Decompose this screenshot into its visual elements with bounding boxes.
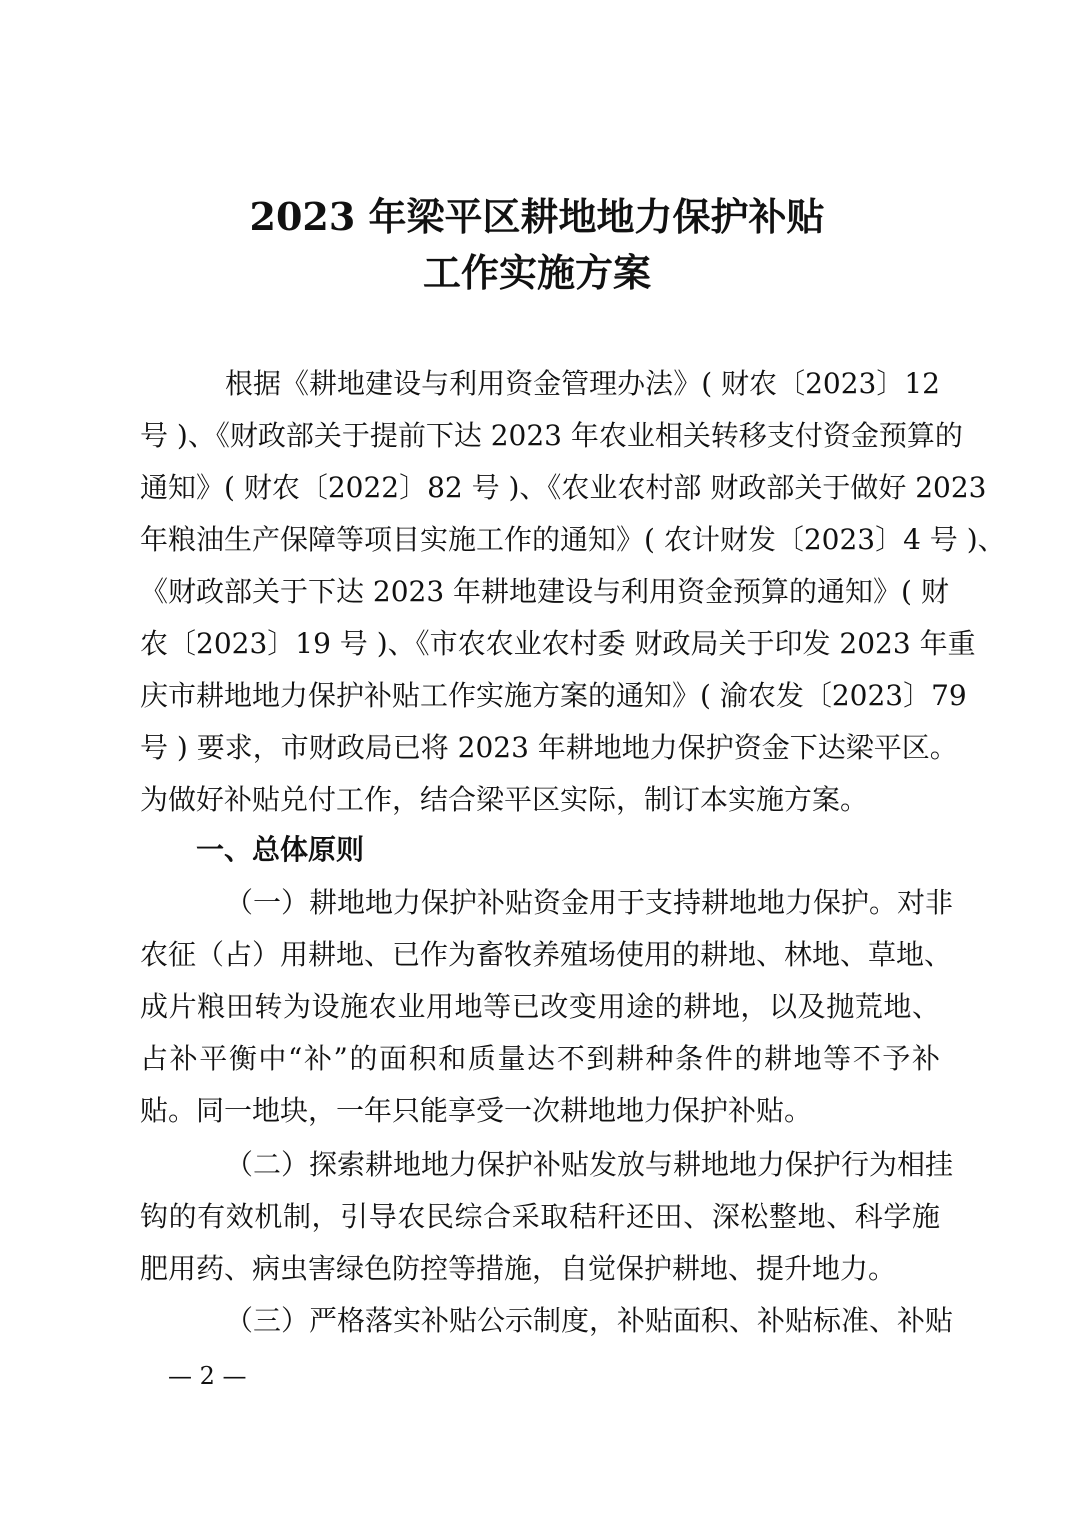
paragraph-2-line-2: 农征（占）用耕地、已作为畜牧养殖场使用的耕地、林地、草地、 (140, 938, 953, 971)
page-number: — 2 — (168, 1362, 247, 1390)
paragraph-1-line-8: 号 ) 要求，市财政局已将 2023 年耕地地力保护资金下达梁平区。 (140, 731, 958, 764)
document-title-line-1: 2023 年梁平区耕地地力保护补贴 (249, 194, 825, 239)
paragraph-3-line-1: （二）探索耕地地力保护补贴发放与耕地地力保护行为相挂 (225, 1148, 954, 1181)
paragraph-1-line-6: 农〔2023〕19 号 )、《市农农业农村委 财政局关于印发 2023 年重 (140, 627, 976, 660)
paragraph-1-line-3: 通知》( 财农〔2022〕82 号 )、《农业农村部 财政部关于做好 2023 (140, 471, 987, 504)
paragraph-1-line-1: 根据《耕地建设与利用资金管理办法》( 财农〔2023〕12 (225, 367, 940, 400)
paragraph-3-line-2: 钩的有效机制，引导农民综合采取秸秆还田、深松整地、科学施 (140, 1200, 940, 1233)
paragraph-2-line-4: 占补平衡中“补”的面积和质量达不到耕种条件的耕地等不予补 (140, 1042, 940, 1075)
paragraph-4-line-1: （三）严格落实补贴公示制度，补贴面积、补贴标准、补贴 (225, 1304, 954, 1337)
section-heading-1: 一、总体原则 (196, 833, 365, 866)
paragraph-1-line-9: 为做好补贴兑付工作，结合梁平区实际，制订本实施方案。 (140, 783, 869, 816)
paragraph-2-line-3: 成片粮田转为设施农业用地等已改变用途的耕地，以及抛荒地、 (140, 990, 940, 1023)
paragraph-2-line-1: （一）耕地地力保护补贴资金用于支持耕地地力保护。对非 (225, 886, 954, 919)
paragraph-3-line-3: 肥用药、病虫害绿色防控等措施，自觉保护耕地、提升地力。 (140, 1252, 897, 1285)
paragraph-1-line-4: 年粮油生产保障等项目实施工作的通知》( 农计财发〔2023〕4 号 )、 (140, 523, 1006, 556)
paragraph-1-line-2: 号 )、《财政部关于提前下达 2023 年农业相关转移支付资金预算的 (140, 419, 963, 452)
document-title-line-2: 工作实施方案 (422, 250, 651, 295)
paragraph-2-line-5: 贴。同一地块，一年只能享受一次耕地地力保护补贴。 (140, 1094, 813, 1127)
paragraph-1-line-5: 《财政部关于下达 2023 年耕地建设与利用资金预算的通知》( 财 (140, 575, 949, 608)
paragraph-1-line-7: 庆市耕地地力保护补贴工作实施方案的通知》( 渝农发〔2023〕79 (140, 679, 967, 712)
